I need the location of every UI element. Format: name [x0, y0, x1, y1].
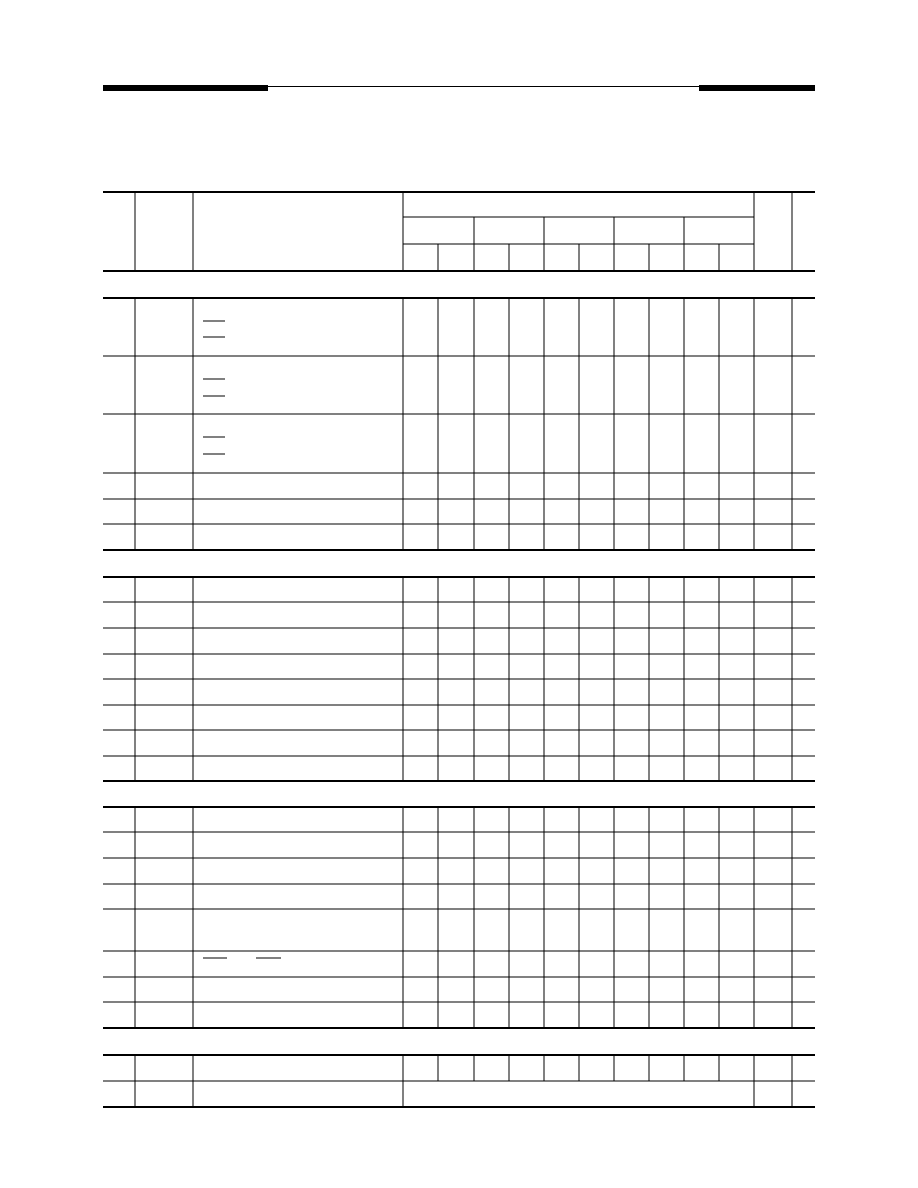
header-rule-left-bar — [103, 85, 268, 91]
characteristics-table-grid — [103, 192, 815, 1107]
header-rule-right-bar — [699, 85, 815, 91]
